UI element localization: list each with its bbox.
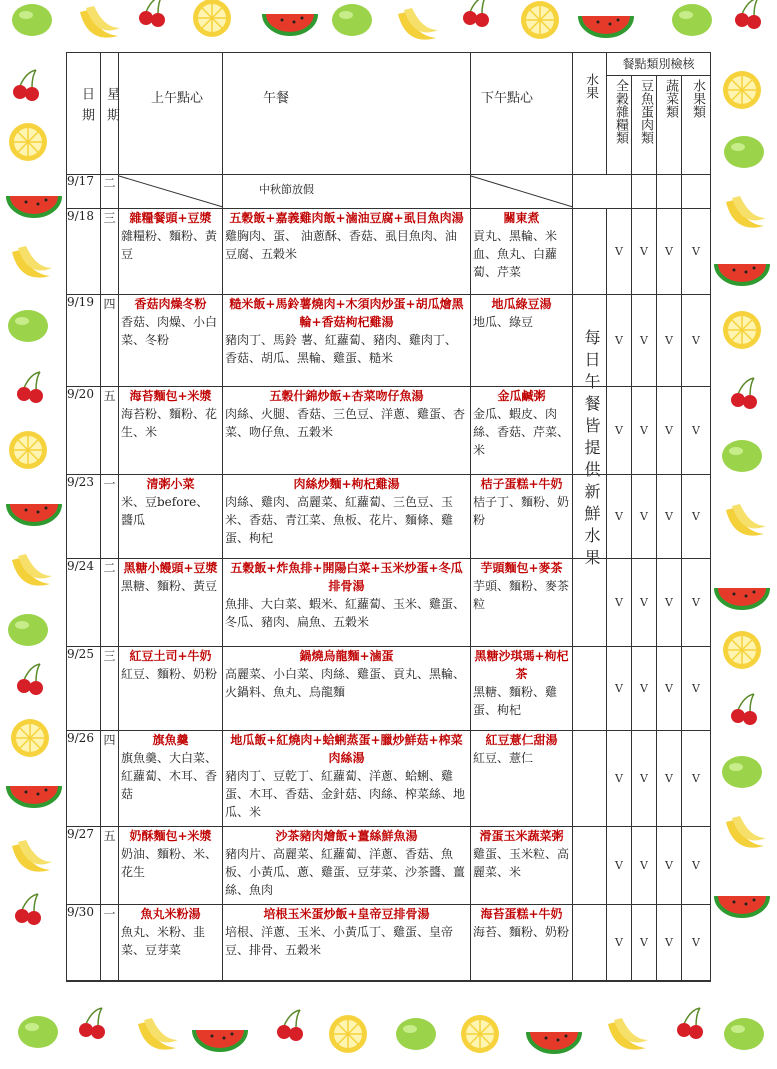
header-lunch: 午餐 (223, 53, 471, 174)
row-date: 9/27 (67, 827, 94, 841)
table-row (67, 209, 710, 295)
morning-snack-cell (119, 905, 223, 980)
check-mark: V (632, 475, 657, 558)
morning-snack-title: 旗魚羹 (152, 733, 189, 747)
check-mark: V (632, 387, 657, 474)
check-mark: V (632, 647, 657, 730)
morning-snack-title: 黑糖小饅頭+豆漿 (123, 561, 218, 575)
row-weekday: 一 (103, 907, 116, 921)
row-weekday: 三 (103, 211, 116, 225)
afternoon-snack-title: 芋頭麵包+麥茶 (480, 561, 563, 575)
row-date: 9/18 (67, 209, 94, 223)
morning-snack-title: 海苔麵包+米漿 (129, 389, 212, 403)
row-date: 9/24 (67, 559, 94, 573)
row-date: 9/26 (67, 731, 94, 745)
lunch-title: 五穀飯+嘉義雞肉飯+滷油豆腐+虱目魚肉湯 (229, 211, 464, 225)
row-date: 9/23 (67, 475, 94, 489)
check-mark: V (607, 905, 632, 980)
morning-snack-cell (119, 475, 223, 558)
morning-snack-cell (119, 647, 223, 730)
header-check-grain: 全穀雜糧類 (607, 75, 632, 174)
row-weekday: 一 (103, 477, 116, 491)
row-weekday: 二 (103, 176, 116, 190)
check-mark: V (692, 936, 700, 949)
table-row (67, 295, 710, 387)
table-row (67, 387, 710, 475)
afternoon-snack-title: 地瓜綠豆湯 (491, 297, 552, 311)
lunch-ingredients: 雞胸肉、蛋、 油蔥酥、香菇、虱目魚肉、油豆腐、五穀米 (225, 229, 457, 261)
check-mark: V (692, 245, 700, 258)
check-mark: V (607, 475, 632, 558)
holiday-pm-cell (471, 174, 573, 208)
afternoon-snack-cell (471, 209, 573, 294)
lunch-cell (223, 387, 471, 474)
check-mark: V (692, 334, 700, 347)
afternoon-snack-title: 黑糖沙琪瑪+枸杞茶 (474, 649, 569, 681)
morning-snack-ingredients: 紅豆、麵粉、奶粉 (121, 667, 218, 681)
holiday-row (67, 174, 710, 209)
header-date: 日期 (67, 53, 101, 174)
lunch-title: 沙茶豬肉燴飯+薑絲鮮魚湯 (275, 829, 418, 843)
lunch-title: 地瓜飯+紅燒肉+蛤蜊蒸蛋+臘炒鮮菇+榨菜肉絲湯 (230, 733, 463, 765)
morning-snack-cell (119, 827, 223, 904)
afternoon-snack-ingredients: 貢丸、黑輪、米血、魚丸、白蘿蔔、芹菜 (473, 229, 558, 279)
lunch-cell (223, 559, 471, 646)
afternoon-snack-cell (471, 827, 573, 904)
row-weekday: 四 (103, 297, 116, 311)
afternoon-snack-cell (471, 647, 573, 730)
afternoon-snack-cell (471, 387, 573, 474)
lunch-cell (223, 295, 471, 386)
check-mark: V (657, 295, 682, 386)
check-mark: V (657, 731, 682, 826)
afternoon-snack-ingredients: 黑糖、麵粉、雞蛋、枸杞 (473, 685, 558, 717)
morning-snack-cell (119, 559, 223, 646)
check-mark: V (657, 209, 682, 294)
afternoon-snack-ingredients: 桔子丁、麵粉、奶粉 (473, 495, 570, 527)
row-date: 9/17 (67, 174, 94, 188)
lunch-ingredients: 培根、洋蔥、玉米、小黃瓜丁、雞蛋、皇帝豆、排骨、五穀米 (225, 925, 454, 957)
header-check-fruit: 水果類 (690, 79, 705, 118)
afternoon-snack-title: 滑蛋玉米蔬菜粥 (479, 829, 564, 843)
afternoon-snack-cell (471, 295, 573, 386)
check-mark: V (607, 559, 632, 646)
check-mark: V (632, 559, 657, 646)
afternoon-snack-cell (471, 905, 573, 980)
morning-snack-cell (119, 731, 223, 826)
afternoon-snack-ingredients: 雞蛋、玉米粒、高麗菜、米 (473, 847, 570, 879)
morning-snack-title: 魚丸米粉湯 (140, 907, 201, 921)
table-row (67, 731, 710, 827)
afternoon-snack-title: 金瓜鹹粥 (497, 389, 546, 403)
afternoon-snack-title: 桔子蛋糕+牛奶 (480, 477, 563, 491)
afternoon-snack-ingredients: 地瓜、綠豆 (473, 315, 534, 329)
check-mark: V (692, 682, 700, 695)
check-mark: V (692, 424, 700, 437)
header-fruit: 水果 (573, 53, 607, 174)
row-date: 9/20 (67, 387, 94, 401)
row-date: 9/19 (67, 295, 94, 309)
morning-snack-ingredients: 海苔粉、麵粉、花生、米 (121, 407, 218, 439)
header-check-title: 餐點類別檢核 (607, 53, 710, 76)
afternoon-snack-title: 紅豆薏仁甜湯 (485, 733, 558, 747)
check-mark: V (657, 905, 682, 980)
header-weekday: 星期 (101, 53, 119, 174)
morning-snack-ingredients: 米、豆before、醬瓜 (121, 495, 209, 527)
morning-snack-title: 雜糧餐頭+豆漿 (129, 211, 212, 225)
lunch-ingredients: 肉絲、雞肉、高麗菜、紅蘿蔔、三色豆、玉米、香菇、青江菜、魚板、花片、麵條、雞蛋、枸杞 (225, 495, 454, 545)
morning-snack-title: 清粥小菜 (146, 477, 195, 491)
lunch-cell (223, 647, 471, 730)
check-mark: V (632, 905, 657, 980)
header-afternoon-snack: 下午點心 (471, 53, 573, 174)
check-mark: V (607, 647, 632, 730)
lunch-ingredients: 高麗菜、小白菜、肉絲、雞蛋、貢丸、黑輪、火鍋料、魚丸、烏龍麵 (225, 667, 466, 699)
check-mark: V (657, 387, 682, 474)
menu-table (66, 52, 711, 982)
morning-snack-cell (119, 209, 223, 294)
check-mark: V (607, 731, 632, 826)
lunch-cell (223, 209, 471, 294)
row-weekday: 三 (103, 649, 116, 663)
lunch-cell (223, 827, 471, 904)
morning-snack-cell (119, 387, 223, 474)
afternoon-snack-ingredients: 金瓜、蝦皮、肉絲、香菇、芹菜、米 (473, 407, 570, 457)
morning-snack-ingredients: 魚丸、米粉、韭菜、豆芽菜 (121, 925, 206, 957)
check-mark: V (607, 387, 632, 474)
check-mark: V (692, 859, 700, 872)
table-header (67, 53, 710, 175)
check-mark: V (632, 295, 657, 386)
check-mark: V (692, 772, 700, 785)
afternoon-snack-cell (471, 475, 573, 558)
row-weekday: 五 (103, 829, 116, 843)
afternoon-snack-cell (471, 731, 573, 826)
lunch-ingredients: 肉絲、火腿、香菇、三色豆、洋蔥、雞蛋、杏菜、吻仔魚、五穀米 (225, 407, 466, 439)
diagonal-slash (119, 174, 223, 209)
header-check-protein: 豆魚蛋肉類 (632, 75, 657, 174)
lunch-ingredients: 魚排、大白菜、蝦米、紅蘿蔔、玉米、雞蛋、冬瓜、豬肉、扁魚、五穀米 (225, 597, 466, 629)
check-mark: V (657, 827, 682, 904)
lunch-title: 肉絲炒麵+枸杞雞湯 (293, 477, 400, 491)
morning-snack-ingredients: 黑糖、麵粉、黃豆 (121, 579, 218, 593)
morning-snack-cell (119, 295, 223, 386)
lunch-title: 糙米飯+馬鈴薯燒肉+木須肉炒蛋+胡瓜燴黑輪+香菇枸杞雞湯 (229, 297, 464, 329)
check-mark: V (657, 647, 682, 730)
lunch-ingredients: 豬肉丁、豆乾丁、紅蘿蔔、洋蔥、蛤蜊、雞蛋、木耳、香菇、金針菇、肉絲、榨菜絲、地瓜、米 (225, 769, 466, 819)
row-weekday: 二 (103, 561, 116, 575)
fruit-note: 每日午餐皆提供新鮮水果 (582, 329, 601, 571)
morning-snack-ingredients: 旗魚羹、大白菜、紅蘿蔔、木耳、香菇 (121, 751, 218, 801)
row-weekday: 五 (103, 389, 116, 403)
morning-snack-ingredients: 香菇、肉燥、小白菜、冬粉 (121, 315, 218, 347)
lunch-ingredients: 豬肉片、高麗菜、紅蘿蔔、洋蔥、香菇、魚板、小黃瓜、蔥、雞蛋、豆芽菜、沙茶醬、薑絲、魚肉 (225, 847, 466, 897)
check-mark: V (632, 827, 657, 904)
diagonal-slash (471, 174, 573, 209)
lunch-title: 鍋燒烏龍麵+滷蛋 (299, 649, 394, 663)
check-mark: V (657, 559, 682, 646)
check-mark: V (607, 827, 632, 904)
afternoon-snack-ingredients: 海苔、麵粉、奶粉 (473, 925, 570, 939)
holiday-text: 中秋節放假 (259, 183, 314, 196)
check-mark: V (657, 475, 682, 558)
morning-snack-ingredients: 奶油、麵粉、米、花生 (121, 847, 218, 879)
afternoon-snack-title: 海苔蛋糕+牛奶 (480, 907, 563, 921)
lunch-cell (223, 475, 471, 558)
row-weekday: 四 (103, 733, 116, 747)
table-row (67, 559, 710, 647)
table-row (67, 827, 710, 905)
table-row (67, 905, 710, 981)
table-row (67, 647, 710, 731)
afternoon-snack-title: 關東煮 (503, 211, 540, 225)
lunch-title: 培根玉米蛋炒飯+皇帝豆排骨湯 (263, 907, 430, 921)
morning-snack-title: 紅豆土司+牛奶 (129, 649, 212, 663)
row-date: 9/30 (67, 905, 94, 919)
morning-snack-title: 香菇肉燥冬粉 (134, 297, 207, 311)
check-mark: V (692, 510, 700, 523)
table-row (67, 475, 710, 559)
afternoon-snack-ingredients: 紅豆、薏仁 (473, 751, 534, 765)
row-date: 9/25 (67, 647, 94, 661)
holiday-am-cell (119, 174, 223, 208)
lunch-ingredients: 豬肉丁、馬鈴 薯、紅蘿蔔、豬肉、雞肉丁、香菇、胡瓜、黑輪、雞蛋、糙米 (225, 333, 457, 365)
lunch-title: 五穀飯+炸魚排+開陽白菜+玉米炒蛋+冬瓜排骨湯 (230, 561, 463, 593)
afternoon-snack-cell (471, 559, 573, 646)
lunch-cell (223, 905, 471, 980)
morning-snack-title: 奶酥麵包+米漿 (129, 829, 212, 843)
afternoon-snack-ingredients: 芋頭、麵粉、麥茶粒 (473, 579, 570, 611)
header-morning-snack: 上午點心 (119, 53, 223, 174)
check-mark: V (607, 209, 632, 294)
header-check-vegetable: 蔬菜類 (657, 75, 682, 174)
lunch-title: 五穀什錦炒飯+杏菜吻仔魚湯 (269, 389, 424, 403)
check-mark: V (692, 596, 700, 609)
check-mark: V (607, 295, 632, 386)
check-mark: V (632, 731, 657, 826)
lunch-cell (223, 731, 471, 826)
check-mark: V (632, 209, 657, 294)
morning-snack-ingredients: 雜糧粉、麵粉、黃豆 (121, 229, 218, 261)
